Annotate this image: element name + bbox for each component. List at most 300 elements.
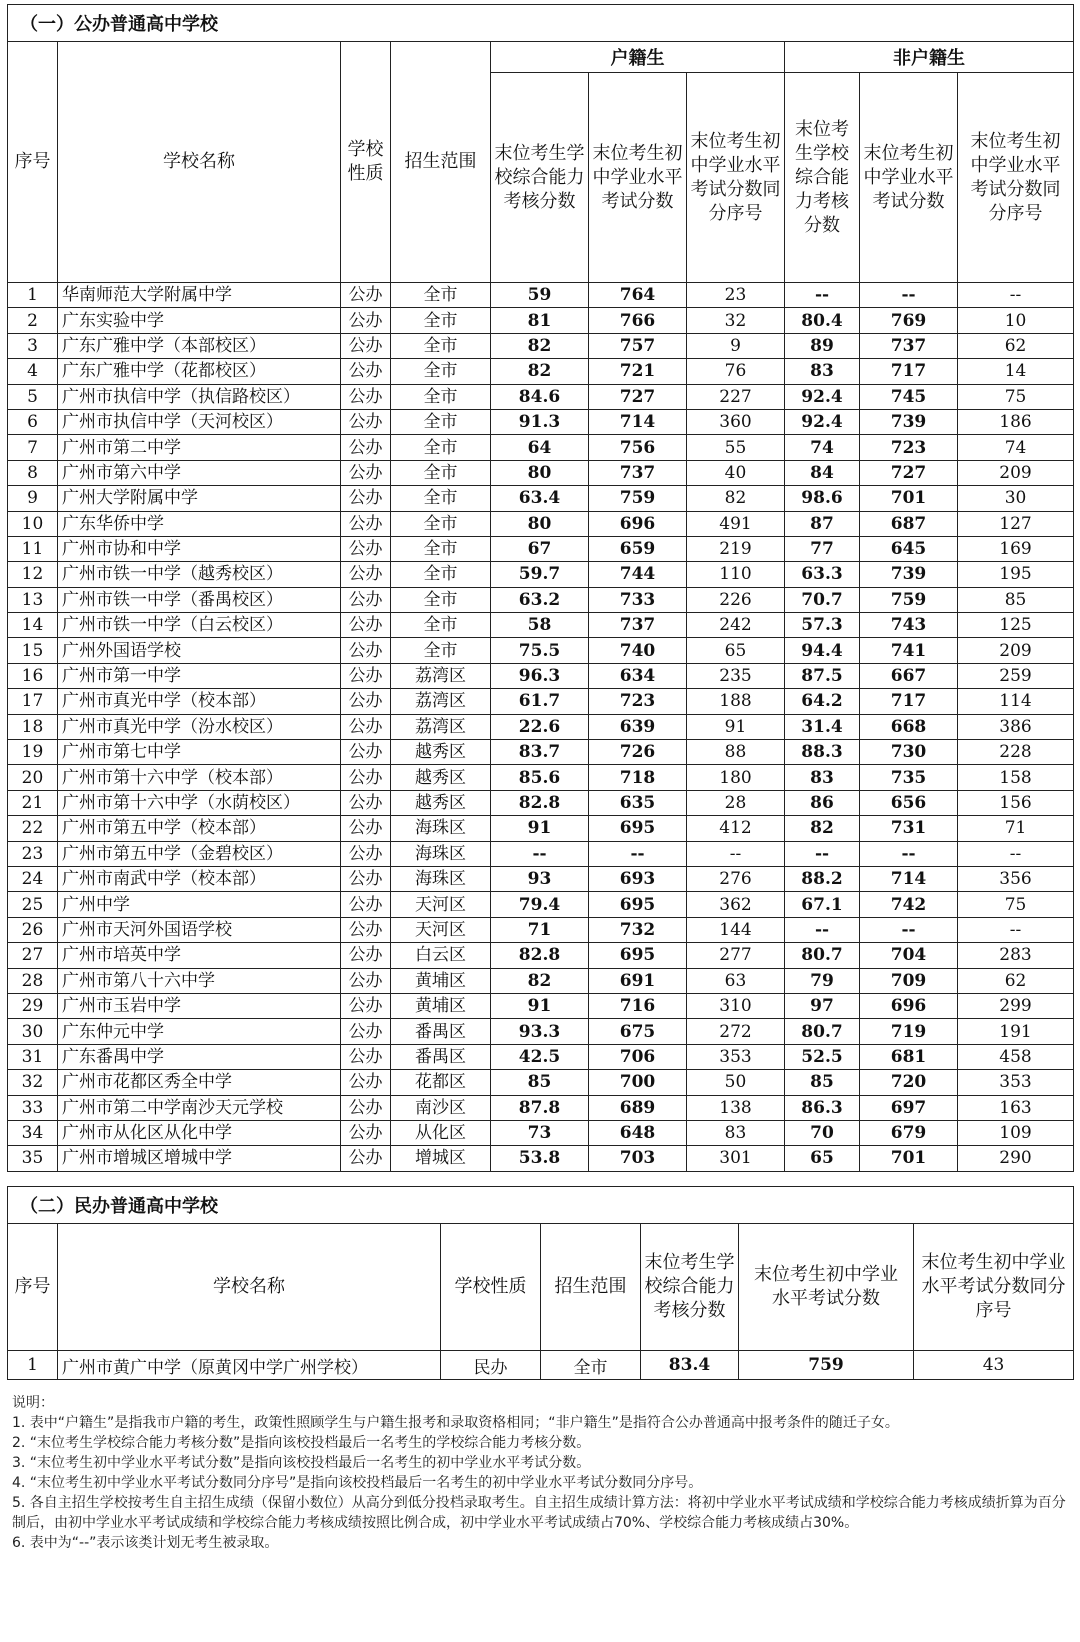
row-no-cell: 3 [8,333,58,358]
scope-cell: 番禺区 [391,1044,491,1069]
school-nature-cell: 公办 [341,993,391,1018]
table-row [8,765,1074,790]
row-no-cell: 21 [8,790,58,815]
nonlocal-ability-score-cell: 64.2 [785,689,860,714]
nonlocal-ability-score-cell: 77 [785,536,860,561]
school-name-cell: 广州市铁一中学（白云校区） [58,613,341,638]
local-exam-score-cell: 700 [589,1070,687,1095]
nonlocal-ability-score-cell: 70.7 [785,587,860,612]
local-rank-cell: 9 [687,333,785,358]
local-exam-score-cell: 714 [589,409,687,434]
nonlocal-ability-score-cell: 98.6 [785,486,860,511]
row-no-cell: 25 [8,892,58,917]
local-ability-score-cell: -- [491,841,589,866]
local-exam-score-cell: -- [589,841,687,866]
local-ability-score-cell: 81 [491,308,589,333]
nonlocal-ability-score-cell: 83 [785,765,860,790]
school-nature-cell: 公办 [341,587,391,612]
school-nature-cell: 公办 [341,892,391,917]
school-name-cell: 广州外国语学校 [58,638,341,663]
nonlocal-rank-cell: 228 [958,740,1074,765]
row-no-cell: 30 [8,1019,58,1044]
local-rank-cell: 76 [687,359,785,384]
nonlocal-ability-score-cell: 92.4 [785,409,860,434]
school-name-cell: 广州市培英中学 [58,943,341,968]
local-exam-score-cell: 737 [589,613,687,638]
nonlocal-rank-cell: 71 [958,816,1074,841]
table-row [8,740,1074,765]
scope-cell: 全市 [391,562,491,587]
row-no-cell: 10 [8,511,58,536]
local-ability-score-cell: 63.2 [491,587,589,612]
school-nature-cell: 公办 [341,765,391,790]
nonlocal-exam-score-cell: 745 [860,384,958,409]
local-rank-cell: 227 [687,384,785,409]
local-rank-cell: 277 [687,943,785,968]
nonlocal-exam-score-cell: 731 [860,816,958,841]
nonlocal-rank-cell: 169 [958,536,1074,561]
nonlocal-ability-score-cell: 70 [785,1120,860,1145]
table-row [8,638,1074,663]
nonlocal-rank-cell: 75 [958,384,1074,409]
scope-cell: 天河区 [391,892,491,917]
local-exam-score-cell: 634 [589,663,687,688]
local-rank-cell: 55 [687,435,785,460]
nonlocal-exam-score-cell: -- [860,283,958,308]
row-no-cell: 32 [8,1070,58,1095]
nonlocal-rank-cell: -- [958,841,1074,866]
header-school-name: 学校名称 [58,42,341,283]
row-no-cell: 8 [8,460,58,485]
nonlocal-rank-cell: 283 [958,943,1074,968]
local-rank-cell: 362 [687,892,785,917]
nonlocal-ability-score-cell: 80.4 [785,308,860,333]
header-school-nature: 学校性质 [441,1224,541,1351]
nonlocal-rank-cell: 10 [958,308,1074,333]
nonlocal-ability-score-cell: 87 [785,511,860,536]
local-rank-cell: 40 [687,460,785,485]
school-name-cell: 广州市从化区从化中学 [58,1120,341,1145]
table-row [8,486,1074,511]
school-name-cell: 广州大学附属中学 [58,486,341,511]
row-no-cell: 5 [8,384,58,409]
nonlocal-rank-cell: 186 [958,409,1074,434]
school-name-cell: 广州市第七中学 [58,740,341,765]
nonlocal-ability-score-cell: 65 [785,1146,860,1171]
nonlocal-ability-score-cell: 52.5 [785,1044,860,1069]
note-item: 4. “末位考生初中学业水平考试分数同分序号”是指向该校投档最后一名考生的初中学业水平考试分数同分序号。 [12,1475,703,1491]
local-ability-score-cell: 96.3 [491,663,589,688]
nonlocal-exam-score-cell: -- [860,917,958,942]
row-no-cell: 12 [8,562,58,587]
nonlocal-ability-score-cell: 82 [785,816,860,841]
header-local-exam-score: 末位考生初中学业水平考试分数 [589,73,687,283]
local-exam-score-cell: 732 [589,917,687,942]
school-name-cell: 广东仲元中学 [58,1019,341,1044]
local-ability-score-cell: 42.5 [491,1044,589,1069]
nonlocal-rank-cell: 125 [958,613,1074,638]
nonlocal-exam-score-cell: 681 [860,1044,958,1069]
local-ability-score-cell: 87.8 [491,1095,589,1120]
school-nature-cell: 公办 [341,308,391,333]
header-local-ability-score: 末位考生学校综合能力考核分数 [491,73,589,283]
scope-cell: 全市 [391,511,491,536]
table-row [8,663,1074,688]
nonlocal-rank-cell: 109 [958,1120,1074,1145]
scope-cell: 海珠区 [391,866,491,891]
local-ability-score-cell: 84.6 [491,384,589,409]
local-exam-score-cell: 696 [589,511,687,536]
local-ability-score-cell: 59.7 [491,562,589,587]
nonlocal-ability-score-cell: 86.3 [785,1095,860,1120]
nonlocal-exam-score-cell: 656 [860,790,958,815]
local-rank-cell: 412 [687,816,785,841]
school-name-cell: 广州市第八十六中学 [58,968,341,993]
row-no-cell: 34 [8,1120,58,1145]
header-school-name: 学校名称 [58,1224,441,1351]
scope-cell: 全市 [391,613,491,638]
local-ability-score-cell: 85.6 [491,765,589,790]
scope-cell: 海珠区 [391,816,491,841]
table-row [8,1044,1074,1069]
row-no-cell: 9 [8,486,58,511]
nonlocal-exam-score-cell: 720 [860,1070,958,1095]
nonlocal-exam-score-cell: 667 [860,663,958,688]
local-exam-score-cell: 733 [589,587,687,612]
school-name-cell: 广州市执信中学（执信路校区） [58,384,341,409]
nonlocal-ability-score-cell: 94.4 [785,638,860,663]
nonlocal-rank-cell: -- [958,283,1074,308]
local-rank-cell: 219 [687,536,785,561]
school-name-cell: 广东实验中学 [58,308,341,333]
school-nature-cell: 公办 [341,816,391,841]
row-no-cell: 26 [8,917,58,942]
header-scope: 招生范围 [541,1224,641,1351]
nonlocal-exam-score-cell: 739 [860,562,958,587]
local-ability-score-cell: 71 [491,917,589,942]
school-name-cell: 广州市铁一中学（番禺校区） [58,587,341,612]
table-row [8,435,1074,460]
nonlocal-rank-cell: 299 [958,993,1074,1018]
school-name-cell: 广州市协和中学 [58,536,341,561]
nonlocal-ability-score-cell: 79 [785,968,860,993]
local-ability-score-cell: 64 [491,435,589,460]
row-no-cell: 1 [8,1351,58,1380]
nonlocal-ability-score-cell: 88.3 [785,740,860,765]
table-row [8,460,1074,485]
nonlocal-exam-score-cell: 719 [860,1019,958,1044]
local-ability-score-cell: 75.5 [491,638,589,663]
table-row [8,943,1074,968]
nonlocal-ability-score-cell: 31.4 [785,714,860,739]
scope-cell: 天河区 [391,917,491,942]
row-no-cell: 31 [8,1044,58,1069]
table-row [8,714,1074,739]
local-rank-cell: 138 [687,1095,785,1120]
local-exam-score-cell: 727 [589,384,687,409]
nonlocal-ability-score-cell: 92.4 [785,384,860,409]
school-name-cell: 广州市增城区增城中学 [58,1146,341,1171]
nonlocal-rank-cell: 209 [958,638,1074,663]
local-exam-score-cell: 648 [589,1120,687,1145]
scope-cell: 全市 [391,638,491,663]
row-no-cell: 22 [8,816,58,841]
scope-cell: 从化区 [391,1120,491,1145]
row-no-cell: 6 [8,409,58,434]
local-exam-score-cell: 693 [589,866,687,891]
local-ability-score-cell: 82.8 [491,790,589,815]
school-name-cell: 广东广雅中学（花都校区） [58,359,341,384]
local-ability-score-cell: 59 [491,283,589,308]
nonlocal-exam-score-cell: 701 [860,486,958,511]
local-exam-score-cell: 639 [589,714,687,739]
nonlocal-exam-score-cell: 723 [860,435,958,460]
school-nature-cell: 公办 [341,486,391,511]
local-ability-score-cell: 79.4 [491,892,589,917]
nonlocal-exam-score-cell: 769 [860,308,958,333]
school-name-cell: 广东华侨中学 [58,511,341,536]
school-nature-cell: 公办 [341,866,391,891]
scope-cell: 全市 [391,536,491,561]
local-rank-cell: 82 [687,486,785,511]
header-nonlocal-ability-score: 末位考生学校综合能力考核分数 [785,73,860,283]
table-row [8,283,1074,308]
nonlocal-exam-score-cell: 742 [860,892,958,917]
local-exam-score-cell: 737 [589,460,687,485]
nonlocal-rank-cell: 163 [958,1095,1074,1120]
local-exam-score-cell: 691 [589,968,687,993]
local-exam-score-cell: 695 [589,943,687,968]
local-exam-score-cell: 718 [589,765,687,790]
row-no-cell: 7 [8,435,58,460]
local-ability-score-cell: 82 [491,968,589,993]
scope-cell: 全市 [391,384,491,409]
local-rank-cell: 91 [687,714,785,739]
local-rank-cell: 226 [687,587,785,612]
school-name-cell: 广州市第十六中学（校本部） [58,765,341,790]
scope-cell: 越秀区 [391,790,491,815]
local-exam-score-cell: 675 [589,1019,687,1044]
local-ability-score-cell: 58 [491,613,589,638]
nonlocal-rank-cell: 356 [958,866,1074,891]
local-ability-score-cell: 22.6 [491,714,589,739]
local-ability-score-cell: 82.8 [491,943,589,968]
local-rank-cell: 235 [687,663,785,688]
nonlocal-exam-score-cell: 743 [860,613,958,638]
scope-cell: 黄埔区 [391,993,491,1018]
nonlocal-rank-cell: 127 [958,511,1074,536]
nonlocal-exam-score-cell: 645 [860,536,958,561]
local-exam-score-cell: 703 [589,1146,687,1171]
nonlocal-exam-score-cell: 714 [860,866,958,891]
scope-cell: 黄埔区 [391,968,491,993]
local-exam-score-cell: 744 [589,562,687,587]
nonlocal-ability-score-cell: -- [785,841,860,866]
row-no-cell: 18 [8,714,58,739]
school-nature-cell: 公办 [341,359,391,384]
school-nature-cell: 公办 [341,689,391,714]
school-name-cell: 广州市执信中学（天河校区） [58,409,341,434]
scope-cell: 越秀区 [391,740,491,765]
local-rank-cell: 50 [687,1070,785,1095]
note-item: 3. “末位考生初中学业水平考试分数”是指向该校投档最后一名考生的初中学业水平考试分数。 [12,1455,591,1471]
local-ability-score-cell: 67 [491,536,589,561]
table-row [8,689,1074,714]
local-rank-cell: 83 [687,1120,785,1145]
exam-score-cell: 759 [739,1351,914,1380]
header-no: 序号 [8,1224,58,1351]
school-name-cell: 广州市第五中学（校本部） [58,816,341,841]
row-no-cell: 27 [8,943,58,968]
scope-cell: 全市 [391,587,491,612]
header-exam-score: 末位考生初中学业水平考试分数 [739,1224,914,1351]
row-no-cell: 29 [8,993,58,1018]
table-row [8,1120,1074,1145]
nonlocal-rank-cell: 386 [958,714,1074,739]
school-name-cell: 广州市第二中学南沙天元学校 [58,1095,341,1120]
scope-cell: 番禺区 [391,1019,491,1044]
school-nature-cell: 公办 [341,511,391,536]
nonlocal-exam-score-cell: 735 [860,765,958,790]
local-exam-score-cell: 695 [589,816,687,841]
school-name-cell: 广州市真光中学（汾水校区） [58,714,341,739]
nonlocal-rank-cell: 85 [958,587,1074,612]
school-nature-cell: 公办 [341,1095,391,1120]
school-nature-cell: 公办 [341,1120,391,1145]
local-exam-score-cell: 635 [589,790,687,815]
nonlocal-rank-cell: 158 [958,765,1074,790]
nonlocal-exam-score-cell: 697 [860,1095,958,1120]
school-nature-cell: 公办 [341,714,391,739]
nonlocal-rank-cell: 156 [958,790,1074,815]
table-row [8,1146,1074,1171]
local-rank-cell: 28 [687,790,785,815]
scope-cell: 全市 [391,486,491,511]
local-rank-cell: 360 [687,409,785,434]
school-nature-cell: 公办 [341,333,391,358]
local-ability-score-cell: 93 [491,866,589,891]
header-scope: 招生范围 [391,42,491,283]
table-row [8,308,1074,333]
local-ability-score-cell: 61.7 [491,689,589,714]
notes [12,1393,1072,1553]
table-row [8,816,1074,841]
nonlocal-exam-score-cell: 727 [860,460,958,485]
nonlocal-rank-cell: 353 [958,1070,1074,1095]
nonlocal-rank-cell: 458 [958,1044,1074,1069]
school-name-cell: 广东广雅中学（本部校区） [58,333,341,358]
row-no-cell: 14 [8,613,58,638]
school-name-cell: 华南师范大学附属中学 [58,283,341,308]
table-row [8,866,1074,891]
local-rank-cell: 491 [687,511,785,536]
table-row [8,841,1074,866]
local-exam-score-cell: 659 [589,536,687,561]
section2-title: （二）民办普通高中学校 [8,1187,1074,1224]
nonlocal-ability-score-cell: -- [785,283,860,308]
nonlocal-rank-cell: 259 [958,663,1074,688]
school-nature-cell: 公办 [341,562,391,587]
school-nature-cell: 公办 [341,283,391,308]
nonlocal-ability-score-cell: 89 [785,333,860,358]
table-row [8,587,1074,612]
local-rank-cell: 180 [687,765,785,790]
note-item: 6. 表中为“--”表示该类计划无考生被录取。 [12,1535,279,1551]
nonlocal-rank-cell: 290 [958,1146,1074,1171]
school-name-cell: 广州市真光中学（校本部） [58,689,341,714]
school-nature-cell: 公办 [341,613,391,638]
scope-cell: 全市 [391,435,491,460]
row-no-cell: 24 [8,866,58,891]
table-row [8,790,1074,815]
school-nature-cell: 公办 [341,1070,391,1095]
nonlocal-exam-score-cell: 717 [860,689,958,714]
row-no-cell: 28 [8,968,58,993]
nonlocal-exam-score-cell: 759 [860,587,958,612]
nonlocal-ability-score-cell: -- [785,917,860,942]
scope-cell: 荔湾区 [391,663,491,688]
school-nature-cell: 公办 [341,968,391,993]
table-row [8,1019,1074,1044]
local-exam-score-cell: 756 [589,435,687,460]
header-nonlocal-group: 非户籍生 [785,42,1074,73]
row-no-cell: 11 [8,536,58,561]
header-local-group: 户籍生 [491,42,785,73]
notes-heading: 说明： [12,1395,54,1411]
nonlocal-rank-cell: 195 [958,562,1074,587]
school-name-cell: 广州市玉岩中学 [58,993,341,1018]
local-exam-score-cell: 757 [589,333,687,358]
school-nature-cell: 公办 [341,460,391,485]
local-exam-score-cell: 766 [589,308,687,333]
nonlocal-rank-cell: 30 [958,486,1074,511]
school-nature-cell: 公办 [341,841,391,866]
table-row [8,409,1074,434]
table-row [8,1070,1074,1095]
nonlocal-rank-cell: -- [958,917,1074,942]
row-no-cell: 4 [8,359,58,384]
local-rank-cell: 272 [687,1019,785,1044]
nonlocal-ability-score-cell: 57.3 [785,613,860,638]
school-name-cell: 广州市第二中学 [58,435,341,460]
local-rank-cell: 110 [687,562,785,587]
note-item: 5. 各自主招生学校按考生自主招生成绩（保留小数位）从高分到低分投档录取考生。自主招生成绩计算方法：将初中学业水平考试成绩和学校综合能力考核成绩折算为百分制后，由初中学业水平考试成绩和学校综合能力考核成绩按照比例合成，初中学业水平考试成绩占70%、学校综合能力考核成绩占30%。 [12,1495,1066,1531]
nonlocal-exam-score-cell: 701 [860,1146,958,1171]
nonlocal-ability-score-cell: 80.7 [785,943,860,968]
local-rank-cell: 65 [687,638,785,663]
local-rank-cell: 144 [687,917,785,942]
local-ability-score-cell: 85 [491,1070,589,1095]
scope-cell: 越秀区 [391,765,491,790]
school-name-cell: 广州市第六中学 [58,460,341,485]
row-no-cell: 17 [8,689,58,714]
header-nonlocal-exam-score: 末位考生初中学业水平考试分数 [860,73,958,283]
nonlocal-rank-cell: 75 [958,892,1074,917]
nonlocal-ability-score-cell: 83 [785,359,860,384]
nonlocal-exam-score-cell: 668 [860,714,958,739]
school-nature-cell: 公办 [341,1146,391,1171]
school-name-cell: 广州市黄广中学（原黄冈中学广州学校） [58,1351,441,1380]
school-nature-cell: 公办 [341,1044,391,1069]
school-name-cell: 广州市第一中学 [58,663,341,688]
scope-cell: 荔湾区 [391,689,491,714]
row-no-cell: 13 [8,587,58,612]
header-local-rank: 末位考生初中学业水平考试分数同分序号 [687,73,785,283]
nonlocal-rank-cell: 191 [958,1019,1074,1044]
school-name-cell: 广州市花都区秀全中学 [58,1070,341,1095]
local-rank-cell: 353 [687,1044,785,1069]
row-no-cell: 23 [8,841,58,866]
